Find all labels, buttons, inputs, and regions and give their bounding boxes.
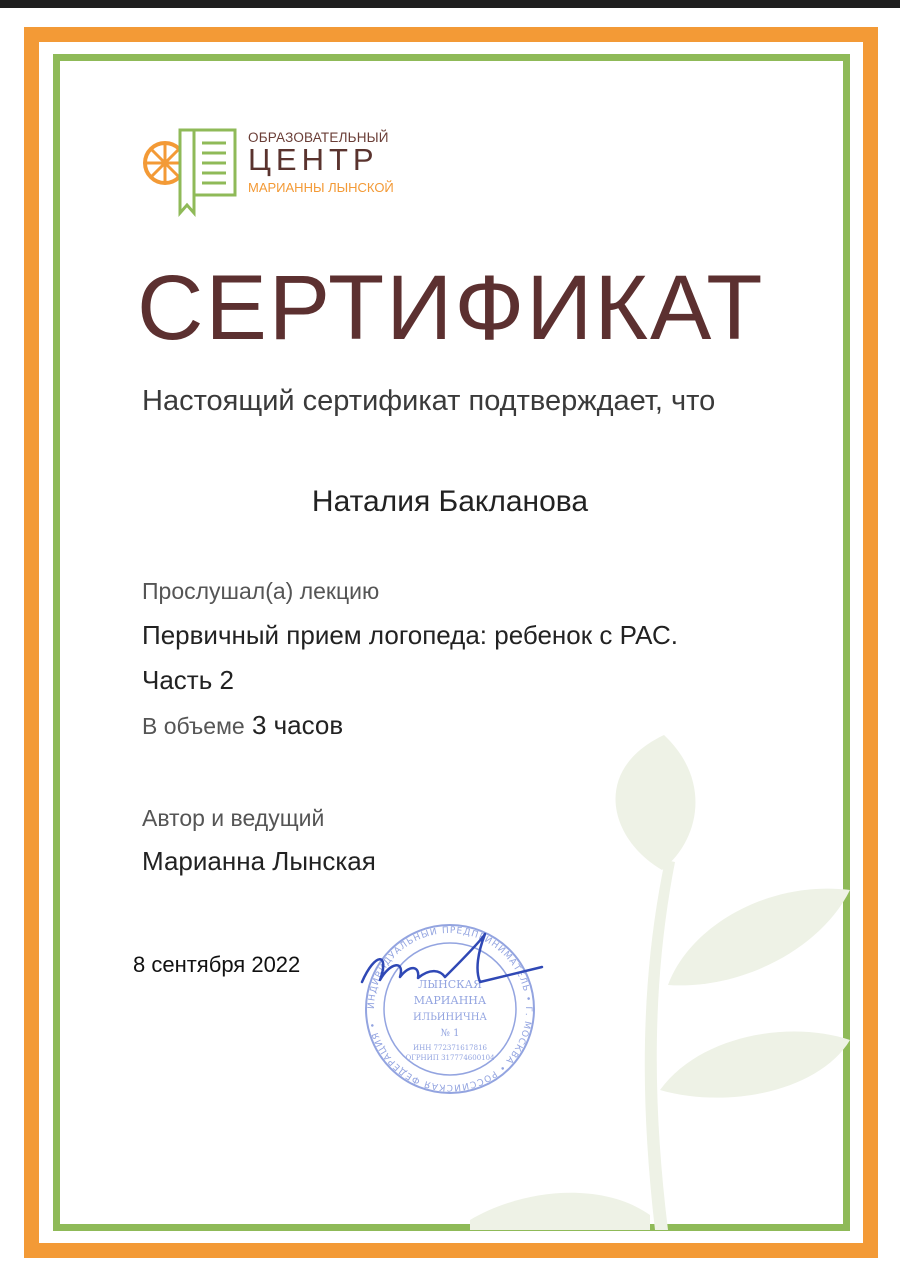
lecture-title-line1: Первичный прием логопеда: ребенок с РАС.: [142, 620, 678, 650]
stamp-line4: № 1: [440, 1028, 460, 1039]
stamp-seal: [350, 922, 550, 1097]
logo-icon: [140, 125, 245, 220]
volume-label: В объеме: [142, 713, 245, 739]
certificate-date: 8 сентября 2022: [133, 952, 301, 977]
stamp-ring-text: ИНДИВИДУАЛЬНЫЙ ПРЕДПРИНИМАТЕЛЬ • Г. МОСКВА • РОССИЙСКАЯ ФЕДЕРАЦИЯ •: [366, 925, 534, 1093]
author-label: Автор и ведущий: [142, 805, 325, 831]
stamp-line3: ИЛЬИНИЧНА: [413, 1012, 487, 1023]
certificate-subtitle: Настоящий сертификат подтверждает, что: [142, 385, 716, 417]
lecture-label: Прослушал(а) лекцию: [142, 578, 380, 604]
logo-text-line2: ЦЕНТР: [248, 142, 379, 177]
logo: [140, 125, 420, 220]
volume-line: [142, 710, 343, 741]
logo-text-line1: ОБРАЗОВАТЕЛЬНЫЙ: [248, 130, 389, 145]
logo-text-line3: МАРИАННЫ ЛЫНСКОЙ: [248, 180, 394, 195]
volume-value: 3 часов: [251, 710, 344, 740]
recipient-name: Наталия Бакланова: [311, 485, 589, 518]
stamp-inn: ИНН 772371617816: [413, 1044, 487, 1052]
certificate-title: СЕРТИФИКАТ: [137, 257, 765, 359]
stamp-ogrn: ОГРНИП 317774600104: [405, 1054, 495, 1062]
lecture-title-line2: Часть 2: [142, 665, 234, 695]
stamp-line1: ЛЫНСКАЯ: [418, 978, 482, 991]
author-name: Марианна Лынская: [142, 846, 376, 876]
top-bar: [0, 0, 900, 8]
stamp-line2: МАРИАННА: [413, 994, 487, 1007]
